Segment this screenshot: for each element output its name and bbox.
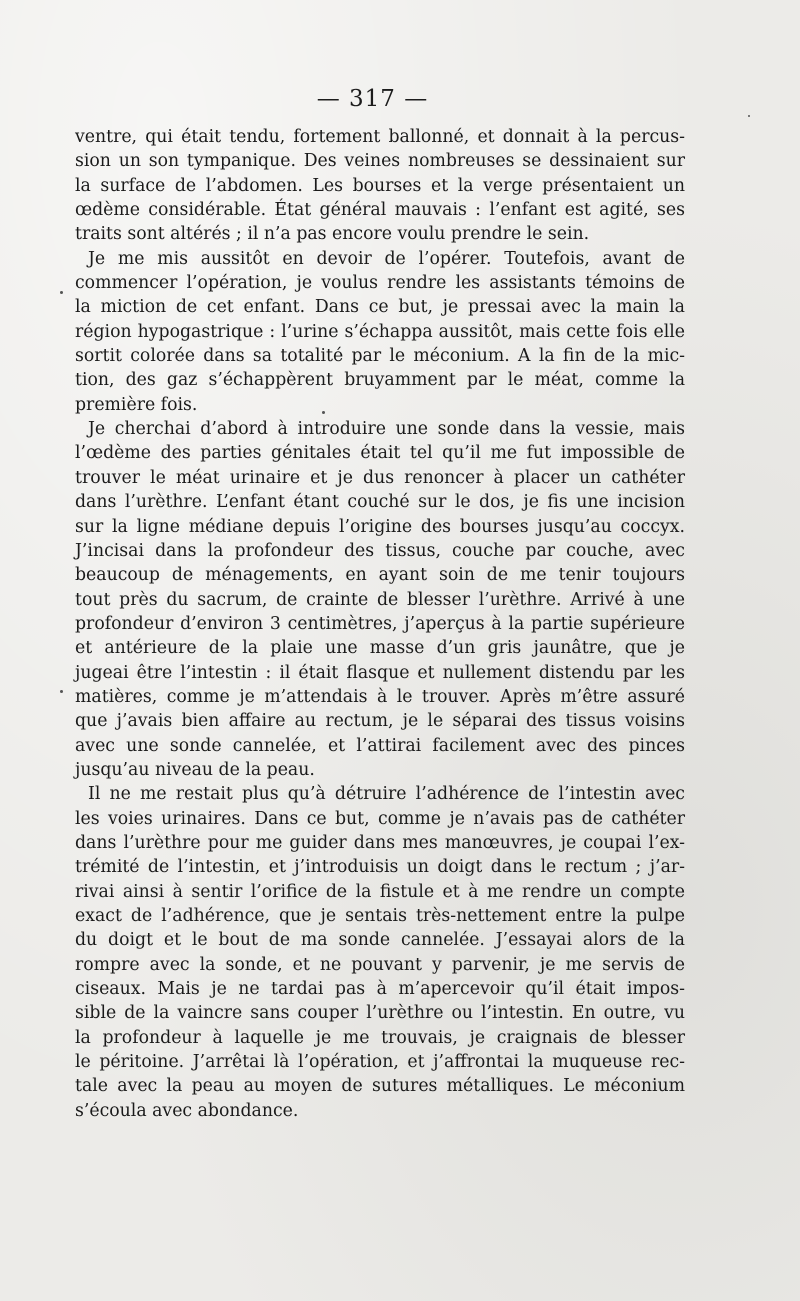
text-line: jugeai être l’intestin : il était flasque et nullement distendu par les [75,662,685,683]
ink-speck [60,291,63,294]
text-line: Je me mis aussitôt en devoir de l’opérer. Toutefois, avant de [88,248,685,269]
text-line: sible de la vaincre sans couper l’urèthre ou l’intestin. En outre, vu [75,1003,685,1024]
page-number: — 317 — [316,86,429,112]
text-line: première fois. [75,394,198,415]
text-line: ciseaux. Mais je ne tardai pas à m’apercevoir qu’il était impos- [75,979,685,1000]
text-line: trouver le méat urinaire et je dus renoncer à placer un cathéter [75,467,685,488]
text-line: jusqu’au niveau de la peau. [75,759,315,780]
paragraph-1 [75,125,685,247]
text-line: trémité de l’intestin, et j’introduisis un doigt dans le rectum ; j’ar- [75,857,685,878]
text-line: matières, comme je m’attendais à le trouver. Après m’être assuré [75,686,685,707]
text-line: du doigt et le bout de ma sonde cannelée. J’essayai alors de la [75,930,685,951]
text-line: œdème considérable. État général mauvais : l’enfant est agité, ses [75,200,685,221]
text-line: J’incisai dans la profondeur des tissus, couche par couche, avec [75,540,685,561]
text-line: Il ne me restait plus qu’à détruire l’adhérence de l’intestin avec [88,784,685,805]
text-line: dans l’urèthre. L’enfant étant couché sur le dos, je fis une incision [75,492,685,513]
text-line: commencer l’opération, je voulus rendre les assistants témoins de [75,273,685,294]
ink-speck [748,115,750,117]
text-line: rivai ainsi à sentir l’orifice de la fistule et à me rendre un compte [75,881,685,902]
text-line: Je cherchai d’abord à introduire une sonde dans la vessie, mais [88,419,685,440]
text-line: dans l’urèthre pour me guider dans mes manœuvres, je coupai l’ex- [75,832,685,853]
text-line: traits sont altérés ; il n’a pas encore voulu prendre le sein. [75,224,590,245]
ink-speck [60,690,63,693]
text-line: s’écoula avec abondance. [75,1100,299,1121]
text-line: tale avec la peau au moyen de sutures métalliques. Le méconium [75,1076,685,1097]
paragraph-2 [75,247,685,417]
text-line: que j’avais bien affaire au rectum, je le séparai des tissus voisins [75,711,685,732]
text-line: beaucoup de ménagements, en ayant soin de me tenir toujours [75,565,685,586]
body-text [75,125,685,1123]
paragraph-4 [75,782,685,1123]
text-line: rompre avec la sonde, et ne pouvant y parvenir, je me servis de [75,954,685,975]
text-line: tion, des gaz s’échappèrent bruyamment par le méat, comme la [75,370,685,391]
text-line: tout près du sacrum, de crainte de blesser l’urèthre. Arrivé à une [75,589,685,610]
text-line: sortit colorée dans sa totalité par le méconium. A la fin de la mic- [75,346,685,367]
text-line: profondeur d’environ 3 centimètres, j’aperçus à la partie supérieure [75,613,685,634]
text-line: ventre, qui était tendu, fortement ballonné, et donnait à la percus- [75,127,685,147]
text-line: la surface de l’abdomen. Les bourses et la verge présentaient un [75,175,685,196]
ink-speck [322,411,325,414]
text-line: sur la ligne médiane depuis l’origine des bourses jusqu’au coccyx. [75,516,685,537]
text-line: exact de l’adhérence, que je sentais très-nettement entre la pulpe [75,906,685,926]
text-line: avec une sonde cannelée, et l’attirai facilement avec des pinces [75,735,685,756]
text-line: l’œdème des parties génitales était tel qu’il me fut impossible de [75,443,685,464]
text-line: la miction de cet enfant. Dans ce but, je pressai avec la main la [75,297,685,318]
paragraph-3 [75,417,685,782]
text-line: région hypogastrique : l’urine s’échappa aussitôt, mais cette fois elle [75,321,685,342]
text-line: sion un son tympanique. Des veines nombreuses se dessinaient sur [75,151,685,172]
text-line: le péritoine. J’arrêtai là l’opération, et j’affrontai la muqueuse rec- [75,1052,685,1073]
text-line: la profondeur à laquelle je me trouvais, je craignais de blesser [75,1027,685,1048]
text-line: les voies urinaires. Dans ce but, comme je n’avais pas de cathéter [75,808,685,829]
text-line: et antérieure de la plaie une masse d’un gris jaunâtre, que je [75,638,685,659]
